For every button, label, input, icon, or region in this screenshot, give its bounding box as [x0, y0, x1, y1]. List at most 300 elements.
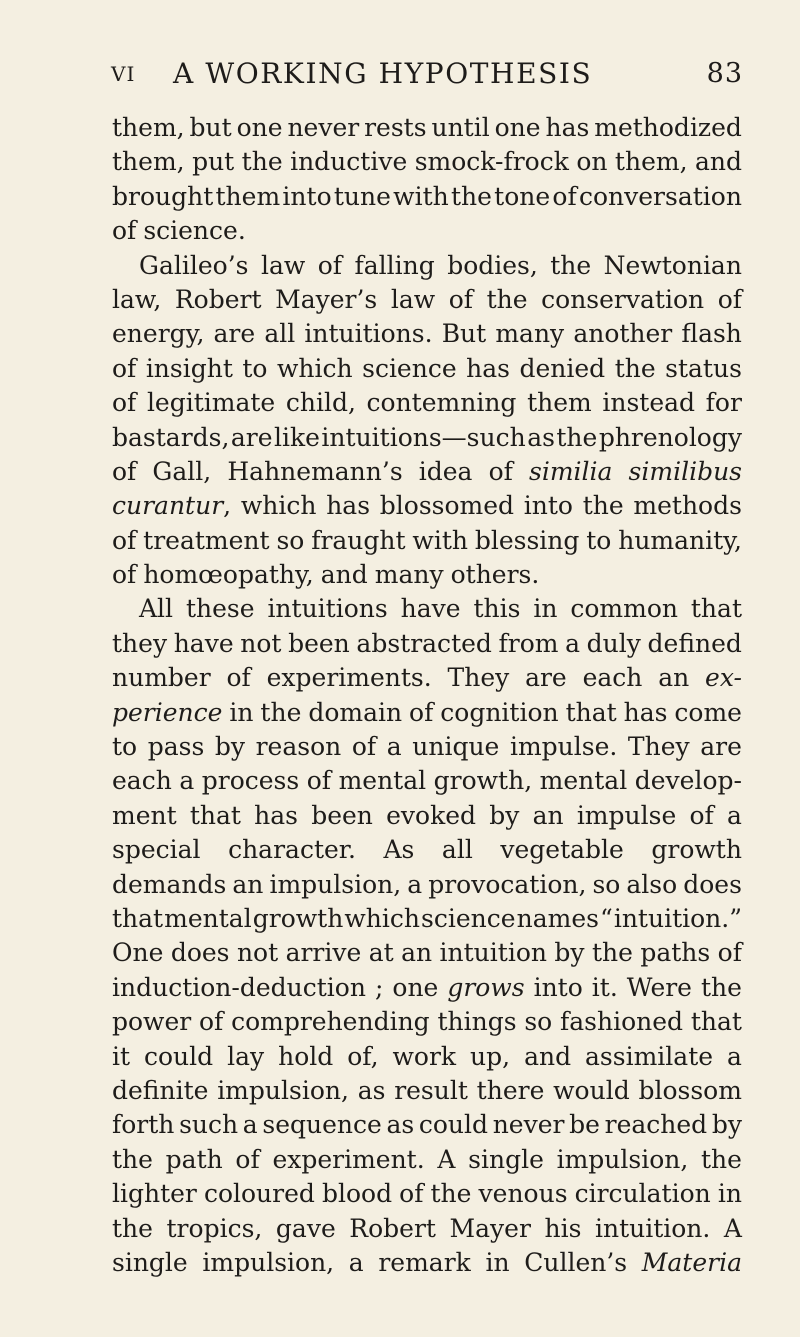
word: [626, 868, 677, 902]
word: [112, 180, 213, 214]
word: [651, 833, 742, 867]
text-run: lay: [227, 1041, 265, 1071]
word: [367, 386, 517, 420]
text-run: the: [556, 422, 598, 452]
text-run: an: [232, 869, 264, 899]
word: [112, 1212, 153, 1246]
text-run: them,: [614, 147, 688, 177]
text-run: not: [236, 938, 279, 968]
text-line: [112, 1212, 742, 1246]
word: [524, 1005, 552, 1039]
text-run: into: [282, 181, 332, 211]
text-line: [112, 696, 742, 730]
text-line: [112, 1005, 742, 1039]
word: [321, 558, 368, 592]
text-run: does: [170, 938, 230, 968]
word: [275, 283, 377, 317]
word: [401, 936, 432, 970]
word: [243, 1108, 258, 1142]
word: [386, 799, 476, 833]
word: [393, 1040, 457, 1074]
text-run: impulsion,: [202, 1247, 335, 1277]
text-run: bastards,: [112, 422, 230, 452]
word: [489, 799, 519, 833]
text-run: others.: [450, 560, 540, 590]
text-line: [112, 1246, 742, 1280]
text-run: never: [287, 113, 360, 142]
word: [311, 799, 373, 833]
word: [356, 627, 492, 661]
text-run: path: [165, 1144, 223, 1174]
word: [227, 455, 402, 489]
text-run: humanity,: [618, 525, 742, 555]
text-run: circulation: [574, 1179, 711, 1209]
text-run: inductive: [290, 147, 408, 177]
word: [286, 936, 362, 970]
word: [199, 1005, 223, 1039]
text-run: a: [179, 766, 195, 796]
text-run: tropics,: [166, 1213, 263, 1243]
text-run: a: [242, 1110, 258, 1140]
text-run: defined: [647, 628, 742, 658]
text-run: work: [392, 1041, 457, 1071]
word: [112, 696, 222, 730]
text-run: treatment: [143, 525, 270, 555]
text-run: of: [112, 353, 137, 383]
word: [148, 730, 205, 764]
word: [553, 1074, 630, 1108]
word: [451, 180, 492, 214]
word: [718, 283, 742, 317]
text-run: into: [533, 972, 583, 1002]
text-line: [112, 799, 742, 833]
text-run: phrenology: [598, 422, 742, 452]
word: [393, 180, 449, 214]
text-run: growth: [651, 835, 742, 865]
word: [112, 1040, 130, 1074]
word: [437, 1143, 455, 1177]
text-run: are: [213, 319, 256, 349]
word: [344, 902, 420, 936]
word: [544, 1212, 581, 1246]
word: [274, 421, 320, 455]
text-line: [112, 421, 742, 455]
text-run: each: [582, 663, 643, 693]
text-run: of: [112, 560, 137, 590]
text-run: intuitions.: [304, 319, 433, 349]
word: [600, 902, 613, 936]
word: [614, 902, 742, 936]
word: [378, 1246, 470, 1280]
text-run: character.: [228, 835, 356, 865]
text-run: been: [311, 800, 373, 830]
text-run: at: [368, 938, 394, 968]
text-run: would: [553, 1075, 630, 1105]
text-line: [112, 1143, 742, 1177]
word: [375, 558, 444, 592]
text-run: of: [399, 1179, 424, 1209]
word: [527, 421, 555, 455]
text-run: by: [711, 1110, 742, 1140]
word: [112, 627, 167, 661]
italic-text: similia: [529, 456, 613, 486]
text-run: and: [524, 1041, 572, 1071]
text-run: insight: [145, 353, 233, 383]
word: [428, 868, 586, 902]
text-run: experiments.: [266, 663, 432, 693]
text-run: that: [565, 697, 617, 727]
text-run: from: [498, 628, 559, 658]
word: [592, 868, 620, 902]
word: [369, 936, 394, 970]
text-line: [112, 833, 742, 867]
text-run: to: [586, 525, 612, 555]
text-run: never: [492, 1110, 565, 1140]
text-run: arrive: [285, 938, 362, 968]
word: [282, 180, 331, 214]
italic-text: similibus: [628, 456, 742, 486]
text-run: as: [386, 1110, 415, 1140]
text-run: of: [306, 766, 332, 796]
word: [290, 145, 407, 179]
text-run: Mayer’s: [275, 284, 378, 314]
text-run: in: [533, 594, 558, 624]
word: [215, 730, 245, 764]
text-line: [112, 145, 742, 179]
text-run: put: [192, 147, 235, 177]
text-run: domain: [308, 697, 403, 727]
word: [278, 1040, 333, 1074]
text-line: [112, 489, 742, 523]
word: [362, 352, 457, 386]
text-run: demands: [112, 869, 227, 899]
text-run: fashioned: [560, 1007, 684, 1037]
word: [727, 799, 742, 833]
word: [524, 489, 573, 523]
text-run: homœopathy,: [143, 560, 314, 590]
word: [227, 661, 251, 695]
text-run: are: [230, 422, 273, 452]
word: [112, 455, 136, 489]
text-run: single: [468, 1144, 544, 1174]
text-line: [112, 524, 742, 558]
text-run: One: [112, 938, 164, 968]
text-run: that: [690, 594, 742, 624]
text-run: for: [705, 388, 742, 418]
word: [583, 661, 643, 695]
text-run: A: [723, 1213, 742, 1243]
word: [143, 524, 269, 558]
text-run: of: [689, 800, 714, 830]
text-run: the: [700, 972, 742, 1002]
word: [276, 1212, 336, 1246]
word: [228, 833, 356, 867]
word: [112, 1005, 191, 1039]
word: [615, 352, 656, 386]
text-run: science: [362, 353, 457, 383]
word: [468, 1143, 544, 1177]
word: [242, 145, 283, 179]
text-run: Mayer: [449, 1213, 531, 1243]
word: [595, 1212, 710, 1246]
word: [683, 868, 742, 902]
word: [112, 558, 136, 592]
word: [147, 386, 275, 420]
text-run: of: [717, 284, 742, 314]
text-run: assimilate: [585, 1041, 714, 1071]
word: [237, 936, 278, 970]
word: [112, 799, 177, 833]
text-run: intuitions—such: [321, 422, 526, 452]
text-run: flash: [681, 319, 742, 349]
word: [179, 1108, 238, 1142]
text-run: remark: [378, 1247, 471, 1277]
text-run: impulsion,: [556, 1144, 689, 1174]
word: [143, 558, 313, 592]
text-run: them: [527, 388, 592, 418]
running-title: A WORKING HYPOTHESIS: [173, 57, 593, 90]
text-line: [112, 627, 742, 661]
word: [493, 1108, 565, 1142]
word: [700, 730, 742, 764]
word: [240, 627, 281, 661]
word: [658, 661, 689, 695]
word: [112, 730, 137, 764]
text-run: fraught: [311, 525, 406, 555]
text-run: and: [694, 147, 742, 177]
text-run: unique: [412, 732, 500, 762]
text-run: conversation: [578, 181, 742, 211]
word: [112, 833, 201, 867]
word: [431, 1177, 472, 1211]
text-run: blessing: [474, 525, 580, 555]
text-run: They: [447, 663, 510, 693]
text-run: of: [488, 456, 513, 486]
text-run: the: [614, 353, 656, 383]
text-run: in: [229, 697, 254, 727]
word: [288, 627, 350, 661]
word: [599, 421, 742, 455]
word: [143, 214, 245, 248]
word: [495, 317, 564, 351]
text-run: as: [357, 1075, 386, 1105]
word: [691, 592, 742, 626]
word: [479, 1177, 568, 1211]
word: [179, 764, 194, 798]
text-run: them,: [112, 147, 185, 177]
text-run: many: [495, 319, 565, 349]
word: [166, 1143, 223, 1177]
text-run: of: [226, 663, 251, 693]
text-run: on: [576, 147, 608, 177]
word: [415, 145, 569, 179]
word: [286, 386, 356, 420]
text-run: one: [392, 972, 439, 1002]
text-run: which: [277, 353, 353, 383]
word: [524, 1246, 627, 1280]
word: [358, 1074, 386, 1108]
word: [557, 1143, 689, 1177]
text-run: also: [626, 869, 678, 899]
word: [448, 661, 510, 695]
text-run: in: [717, 1179, 742, 1209]
word: [633, 489, 742, 523]
word: [229, 696, 253, 730]
word: [112, 1074, 208, 1108]
word: [237, 111, 283, 145]
word: [534, 971, 583, 1005]
text-run: comprehending: [231, 1007, 430, 1037]
word: [364, 111, 426, 145]
word: [419, 1108, 488, 1142]
text-run: lighter: [112, 1179, 197, 1209]
text-run: power: [112, 1007, 192, 1037]
text-run: all: [264, 319, 296, 349]
word: [552, 180, 576, 214]
text-run: impulsion,: [217, 1075, 349, 1105]
text-run: a: [565, 628, 581, 658]
text-run: process: [201, 766, 300, 796]
word: [253, 902, 344, 936]
text-line: [112, 1108, 742, 1142]
text-run: instead: [602, 388, 696, 418]
text-run: single: [112, 1247, 188, 1277]
text-run: has: [545, 113, 590, 142]
text-run: child,: [285, 388, 356, 418]
text-run: come: [674, 697, 742, 727]
word: [139, 249, 249, 283]
word: [139, 592, 173, 626]
word: [431, 111, 489, 145]
word: [318, 249, 342, 283]
text-run: an: [532, 800, 564, 830]
text-run: have: [173, 628, 234, 658]
word: [627, 971, 692, 1005]
text-run: of: [112, 216, 137, 246]
word: [724, 1212, 742, 1246]
word: [412, 524, 468, 558]
text-run: the: [550, 250, 592, 280]
text-run: sequence: [262, 1110, 382, 1140]
word: [583, 489, 624, 523]
word: [269, 868, 401, 902]
text-run: all: [441, 835, 473, 865]
word: [556, 421, 597, 455]
word: [576, 145, 607, 179]
word: [112, 661, 211, 695]
text-run: mental: [164, 903, 252, 933]
word: [587, 627, 641, 661]
word: [447, 249, 538, 283]
text-run: ment: [112, 800, 177, 830]
word: [112, 386, 136, 420]
text-run: been: [288, 628, 350, 658]
word: [494, 180, 550, 214]
text-run: which: [240, 491, 317, 521]
text-line: [112, 902, 742, 936]
word: [565, 627, 580, 661]
text-run: science: [421, 903, 516, 933]
word: [386, 1108, 414, 1142]
text-run: smock-frock: [414, 147, 569, 177]
word: [267, 661, 432, 695]
text-run: definite: [112, 1075, 209, 1105]
word: [277, 352, 353, 386]
word: [585, 1040, 713, 1074]
word: [260, 696, 301, 730]
word: [112, 214, 136, 248]
text-run: special: [112, 835, 201, 865]
word: [287, 111, 359, 145]
text-run: to: [242, 353, 268, 383]
text-run: All: [139, 594, 174, 624]
word: [527, 386, 592, 420]
word: [421, 902, 516, 936]
text-run: growth,: [433, 766, 533, 796]
text-run: methodized: [594, 113, 742, 142]
text-run: of: [112, 388, 137, 418]
text-run: contemning: [366, 388, 517, 418]
word: [628, 730, 690, 764]
word: [495, 111, 541, 145]
word: [231, 1005, 430, 1039]
word: [648, 627, 742, 661]
page-number: 83: [706, 58, 743, 89]
word: [232, 868, 263, 902]
word: [412, 730, 499, 764]
text-run: names: [516, 903, 599, 933]
text-run: develop-: [634, 766, 742, 796]
word: [242, 352, 267, 386]
text-run: of,: [347, 1041, 379, 1071]
word: [541, 283, 704, 317]
text-run: intuition.: [594, 1213, 711, 1243]
text-run: each: [112, 766, 172, 796]
text-run: blood: [321, 1179, 393, 1209]
text-run: it.: [591, 972, 618, 1002]
text-run: vegetable: [500, 835, 624, 865]
word: [573, 317, 672, 351]
text-line: [112, 661, 742, 695]
word: [112, 1143, 153, 1177]
word: [447, 971, 524, 1005]
text-run: law: [390, 284, 436, 314]
text-run: falling: [354, 250, 435, 280]
word: [112, 489, 231, 523]
word: [466, 352, 510, 386]
text-run: Cullen’s: [524, 1247, 628, 1277]
word: [449, 283, 473, 317]
word: [618, 524, 742, 558]
text-run: be: [569, 1110, 600, 1140]
word: [204, 1177, 315, 1211]
text-line: [112, 764, 742, 798]
text-line: [112, 1177, 742, 1211]
text-run: in: [485, 1247, 510, 1277]
text-run: the: [701, 1144, 742, 1174]
word: [545, 111, 589, 145]
word: [112, 111, 185, 145]
word: [192, 145, 234, 179]
word: [681, 317, 742, 351]
text-run: law: [260, 250, 306, 280]
word: [392, 971, 438, 1005]
word: [718, 1177, 742, 1211]
word: [144, 1040, 213, 1074]
text-run: the: [450, 181, 492, 211]
text-line: [112, 352, 742, 386]
text-line: [112, 936, 742, 970]
